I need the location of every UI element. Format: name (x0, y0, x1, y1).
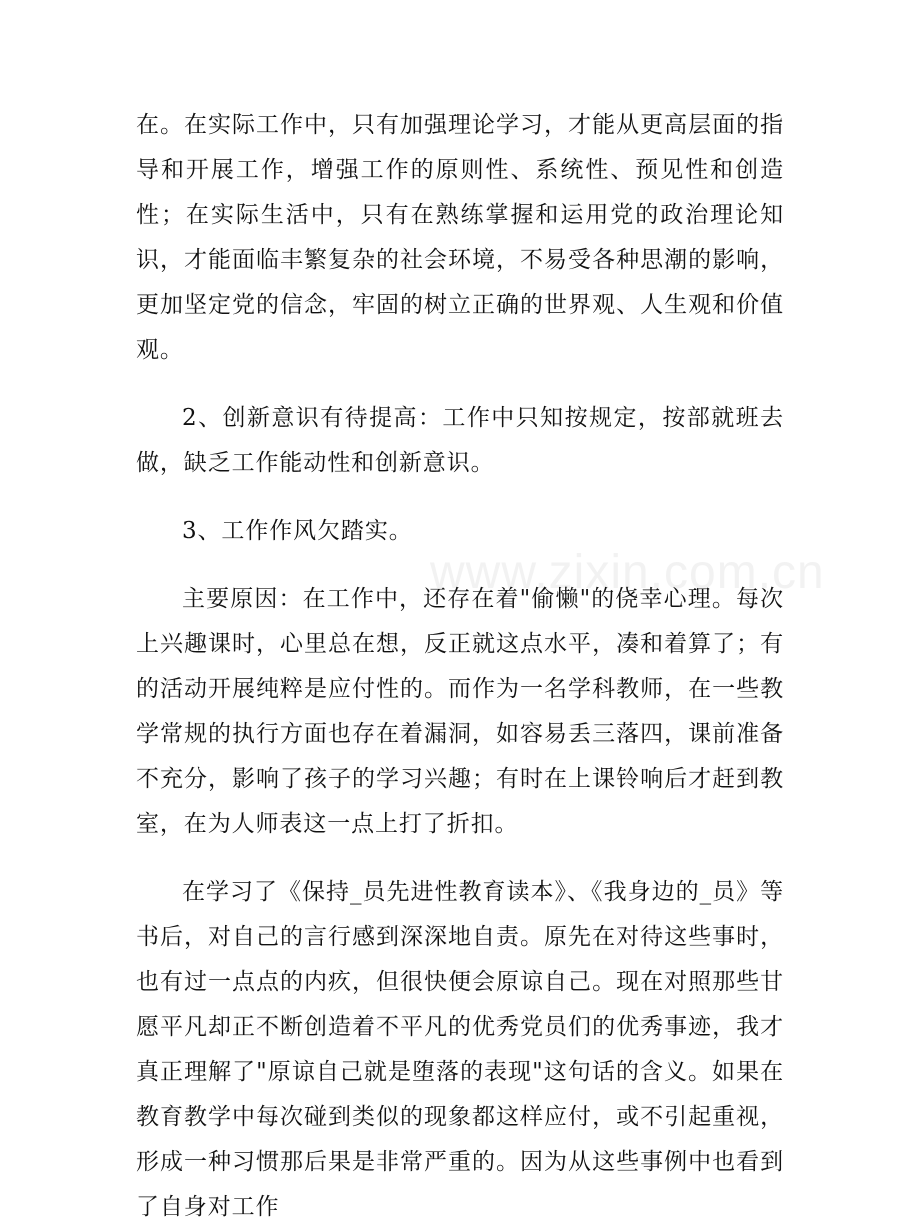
paragraph-5: 在学习了《保持_员先进性教育读本》、《我身边的_员》等书后，对自己的言行感到深深地自责。原先在对待这些事时，也有过一点点的内疚，但很快便会原谅自己。现在对照那些甘愿平凡却正不断创造着不平凡的优秀党员们的优秀事迹，我才真正理解了"原谅自己就是堕落的表现"这句话的含义。如果在教育教学中每次碰到类似的现象都这样应付，或不引起重视，形成一种习惯那后果是非常严重的。因为从这些事例中也看到了自身对工作 (136, 879, 784, 1220)
paragraph-3: 3、工作作风欠踏实。 (182, 518, 413, 544)
document-body (136, 103, 784, 1230)
paragraph-2: 2、创新意识有待提高：工作中只知按规定，按部就班去做，缺乏工作能动性和创新意识。 (136, 405, 784, 476)
paragraph-4: 主要原因：在工作中，还存在着"偷懒"的侥幸心理。每次上兴趣课时，心里总在想，反正就这点水平，凑和着算了；有的活动开展纯粹是应付性的。而作为一名学科教师，在一些教学常规的执行方面也存在着漏洞，如容易丢三落四，课前准备不充分，影响了孩子的学习兴趣；有时在上课铃响后才赶到教室，在为人师表这一点上打了折扣。 (136, 586, 784, 837)
paragraph-1: 在。在实际工作中，只有加强理论学习，才能从更高层面的指导和开展工作，增强工作的原则性、系统性、预见性和创造性；在实际生活中，只有在熟练掌握和运用党的政治理论知识，才能面临丰繁复杂的社会环境，不易受各种思潮的影响，更加坚定党的信念，牢固的树立正确的世界观、人生观和价值观。 (136, 112, 784, 363)
watermark: www.zixin.com.cn (430, 546, 825, 599)
